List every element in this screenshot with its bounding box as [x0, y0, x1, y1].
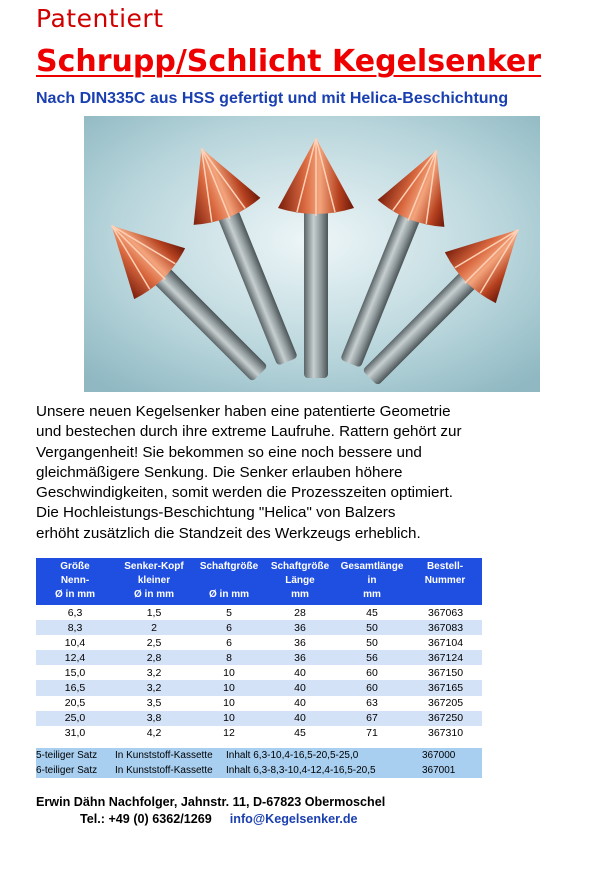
table-cell: 367310	[408, 726, 482, 741]
set-row	[36, 763, 482, 778]
header-line	[194, 574, 264, 588]
table-cell: 40	[264, 696, 336, 711]
description-line: Vergangenheit! Sie bekommen so eine noch bessere und	[36, 443, 422, 461]
table-cell: 31,0	[36, 726, 114, 741]
table-cell: 367205	[408, 696, 482, 711]
header-line: Gesamtlänge	[340, 561, 404, 572]
spec-header-cell	[264, 558, 336, 605]
table-cell: 3,5	[114, 696, 194, 711]
product-description	[36, 402, 506, 544]
table-cell: 8,3	[36, 620, 114, 635]
table-cell: 12	[194, 726, 264, 741]
table-cell: 3,2	[114, 665, 194, 680]
description-line: Unsere neuen Kegelsenker haben eine patentierte Geometrie	[36, 403, 451, 420]
header-line: Ø in mm	[54, 589, 95, 600]
spec-header-cell	[114, 558, 194, 605]
spec-table-body	[36, 605, 482, 741]
header-line: Nummer	[424, 575, 466, 586]
table-cell: 45	[336, 605, 408, 620]
countersink-drill-bits-photo	[84, 116, 540, 392]
description-line: Geschwindigkeiten, somit werden die Prozesszeiten optimiert.	[36, 484, 454, 502]
set-number: 367001	[422, 763, 482, 778]
spec-table	[36, 558, 482, 741]
table-row	[36, 696, 482, 711]
set-contents: Inhalt 6,3-8,3-10,4-12,4-16,5-20,5	[226, 763, 422, 778]
table-cell: 40	[264, 711, 336, 726]
phone-number: Tel.: +49 (0) 6362/1269	[80, 812, 212, 826]
table-cell: 367063	[408, 605, 482, 620]
table-cell: 56	[336, 650, 408, 665]
table-row	[36, 635, 482, 650]
table-row	[36, 650, 482, 665]
spec-header-cell	[194, 558, 264, 605]
contact-line	[80, 812, 358, 826]
header-line: mm	[363, 589, 381, 600]
header-line: Nenn-	[60, 575, 90, 586]
table-cell: 45	[264, 726, 336, 741]
set-contents: Inhalt 6,3-10,4-16,5-20,5-25,0	[226, 748, 422, 763]
table-cell: 2,5	[114, 635, 194, 650]
table-cell: 40	[264, 680, 336, 695]
header-line: Senker-Kopf	[124, 561, 184, 572]
description-line: Die Hochleistungs-Beschichtung "Helica" von Balzers	[36, 504, 396, 522]
table-cell: 1,5	[114, 605, 194, 620]
table-cell: 6	[194, 635, 264, 650]
company-address: Erwin Dähn Nachfolger, Jahnstr. 11, D-67823 Obermoschel	[36, 795, 386, 809]
table-cell: 2	[114, 620, 194, 635]
table-cell: 4,2	[114, 726, 194, 741]
table-cell: 60	[336, 680, 408, 695]
spec-header-cell	[408, 558, 482, 605]
table-cell: 36	[264, 620, 336, 635]
table-row	[36, 726, 482, 741]
set-number: 367000	[422, 748, 482, 763]
table-cell: 10	[194, 696, 264, 711]
table-cell: 60	[336, 665, 408, 680]
table-cell: 3,2	[114, 680, 194, 695]
header-line: Schaftgröße	[270, 561, 330, 572]
header-line: Schaftgröße	[199, 561, 259, 572]
table-cell: 10	[194, 680, 264, 695]
set-name: 5-teiliger Satz	[36, 748, 115, 763]
table-cell: 367083	[408, 620, 482, 635]
kicker-text: Patentiert	[36, 4, 164, 33]
set-row	[36, 748, 482, 763]
table-cell: 367124	[408, 650, 482, 665]
header-line: Ø in mm	[133, 589, 174, 600]
table-cell: 3,8	[114, 711, 194, 726]
email-link[interactable]: info@Kegelsenker.de	[229, 812, 358, 826]
set-name: 6-teiliger Satz	[36, 763, 115, 778]
table-cell: 63	[336, 696, 408, 711]
table-cell: 50	[336, 620, 408, 635]
header-line	[408, 588, 482, 602]
page-subtitle: Nach DIN335C aus HSS gefertigt und mit Helica-Beschichtung	[36, 90, 509, 107]
description-line: und bestechen durch ihre extreme Laufruhe. Rattern gehört zur	[36, 423, 462, 441]
spec-header-cell	[36, 558, 114, 605]
table-row	[36, 665, 482, 680]
set-case: In Kunststoff-Kassette	[115, 763, 226, 778]
spec-header-cell	[336, 558, 408, 605]
table-cell: 28	[264, 605, 336, 620]
table-cell: 367165	[408, 680, 482, 695]
table-cell: 15,0	[36, 665, 114, 680]
header-line: Bestell-	[426, 561, 464, 572]
header-line: in	[367, 575, 377, 586]
table-row	[36, 711, 482, 726]
table-cell: 12,4	[36, 650, 114, 665]
table-cell: 67	[336, 711, 408, 726]
table-row	[36, 605, 482, 620]
page-title: Schrupp/Schlicht Kegelsenker	[36, 44, 542, 79]
table-cell: 367250	[408, 711, 482, 726]
table-cell: 10,4	[36, 635, 114, 650]
table-cell: 36	[264, 635, 336, 650]
table-row	[36, 680, 482, 695]
table-cell: 6,3	[36, 605, 114, 620]
header-line: kleiner	[137, 575, 171, 586]
table-cell: 8	[194, 650, 264, 665]
table-cell: 10	[194, 665, 264, 680]
header-line: Länge	[285, 575, 315, 586]
table-cell: 6	[194, 620, 264, 635]
sets-table	[36, 748, 482, 778]
table-cell: 367150	[408, 665, 482, 680]
table-cell: 20,5	[36, 696, 114, 711]
table-cell: 71	[336, 726, 408, 741]
table-cell: 50	[336, 635, 408, 650]
table-cell: 16,5	[36, 680, 114, 695]
table-cell: 5	[194, 605, 264, 620]
table-cell: 40	[264, 665, 336, 680]
header-line: Ø in mm	[208, 589, 249, 600]
description-line: erhöht zusätzlich die Standzeit des Werkzeugs erheblich.	[36, 524, 421, 542]
table-row	[36, 620, 482, 635]
set-case: In Kunststoff-Kassette	[115, 748, 226, 763]
spec-header-row	[36, 558, 482, 605]
header-line: mm	[291, 589, 309, 600]
table-cell: 25,0	[36, 711, 114, 726]
description-line: gleichmäßigere Senkung. Die Senker erlauben höhere	[36, 463, 403, 481]
table-cell: 10	[194, 711, 264, 726]
table-cell: 367104	[408, 635, 482, 650]
table-cell: 36	[264, 650, 336, 665]
table-cell: 2,8	[114, 650, 194, 665]
header-line: Größe	[60, 561, 90, 572]
